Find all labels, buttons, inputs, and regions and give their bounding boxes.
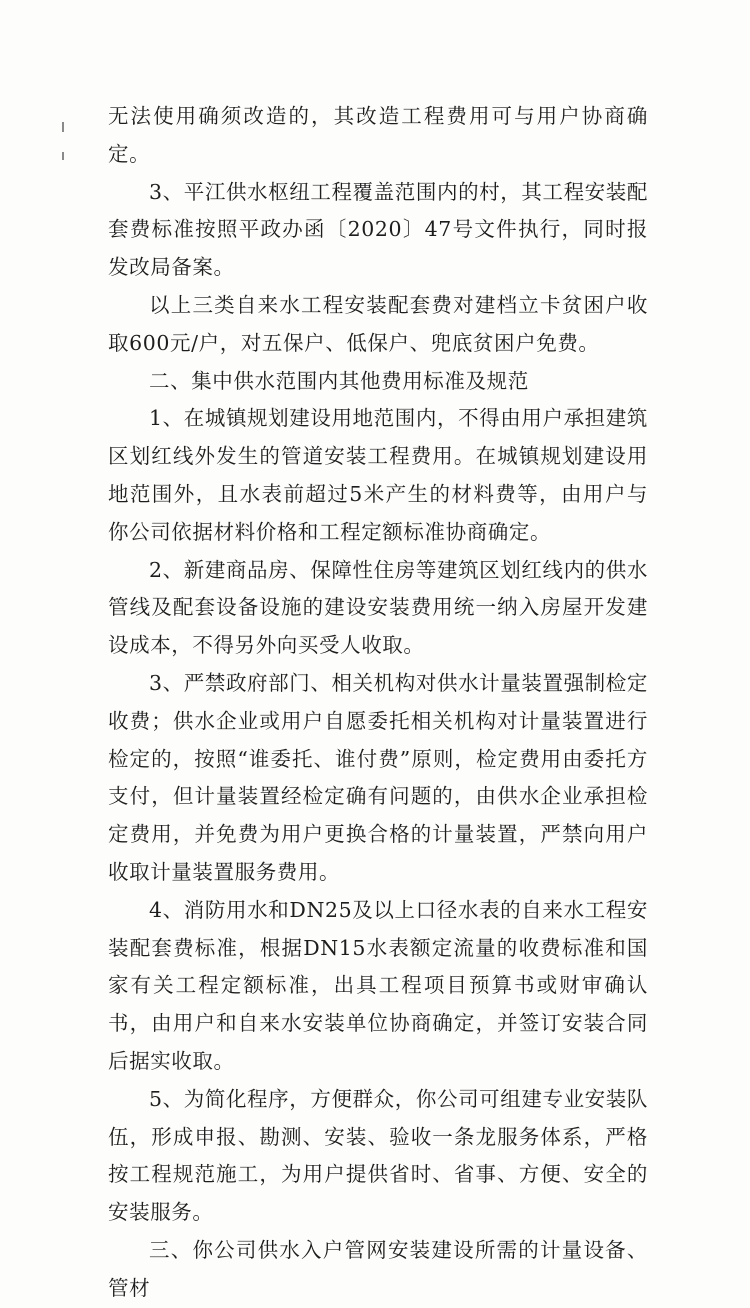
- paragraph-item-5: 5、为简化程序，方便群众，你公司可组建专业安装队伍，形成申报、勘测、安装、验收一条龙服务体系，严格按工程规范施工，为用户提供省时、省事、方便、安全的安装服务。: [108, 1086, 648, 1225]
- section-heading-3: 三、你公司供水入户管网安装建设所需的计量设备、管材: [108, 1237, 648, 1300]
- paragraph-item-4: 4、消防用水和DN25及以上口径水表的自来水工程安装配套费标准，根据DN15水表额定流量的收费标准和国家有关工程定额标准，出具工程项目预算书或财审确认书，由用户和自来水安装单位协商确定，并签订安装合同后据实收取。: [108, 897, 648, 1073]
- paragraph-item-3-pingjiang: 3、平江供水枢纽工程覆盖范围内的村，其工程安装配套费标准按照平政办函〔2020〕47号文件执行，同时报发改局备案。: [108, 179, 648, 280]
- paragraph-item-1: 1、在城镇规划建设用地范围内，不得由用户承担建筑区划红线外发生的管道安装工程费用。在城镇规划建设用地范围外，且水表前超过5米产生的材料费等，由用户与你公司依据材料价格和工程定额标准协商确定。: [108, 406, 648, 544]
- binding-mark: [62, 152, 64, 160]
- document-body: [108, 98, 648, 1308]
- section-heading-2: 二、集中供水范围内其他费用标准及规范: [149, 368, 529, 393]
- paragraph-item-2: 2、新建商品房、保障性住房等建筑区划红线内的供水管线及配套设备设施的建设安装费用统一纳入房屋开发建设成本，不得另外向买受人收取。: [108, 557, 648, 658]
- paragraph-item-3: 3、严禁政府部门、相关机构对供水计量装置强制检定收费；供水企业或用户自愿委托相关机构对计量装置进行检定的，按照“谁委托、谁付费”原则，检定费用由委托方支付，但计量装置经检定确有问题的，由供水企业承担检定费用，并免费为用户更换合格的计量装置，严禁向用户收取计量装置服务费用。: [108, 670, 648, 884]
- paragraph-poverty-fee: 以上三类自来水工程安装配套费对建档立卡贫困户收取600元/户，对五保户、低保户、兜底贫困户免费。: [108, 292, 648, 355]
- paragraph-continuation: 无法使用确须改造的，其改造工程费用可与用户协商确定。: [108, 104, 648, 166]
- binding-mark: [62, 122, 64, 132]
